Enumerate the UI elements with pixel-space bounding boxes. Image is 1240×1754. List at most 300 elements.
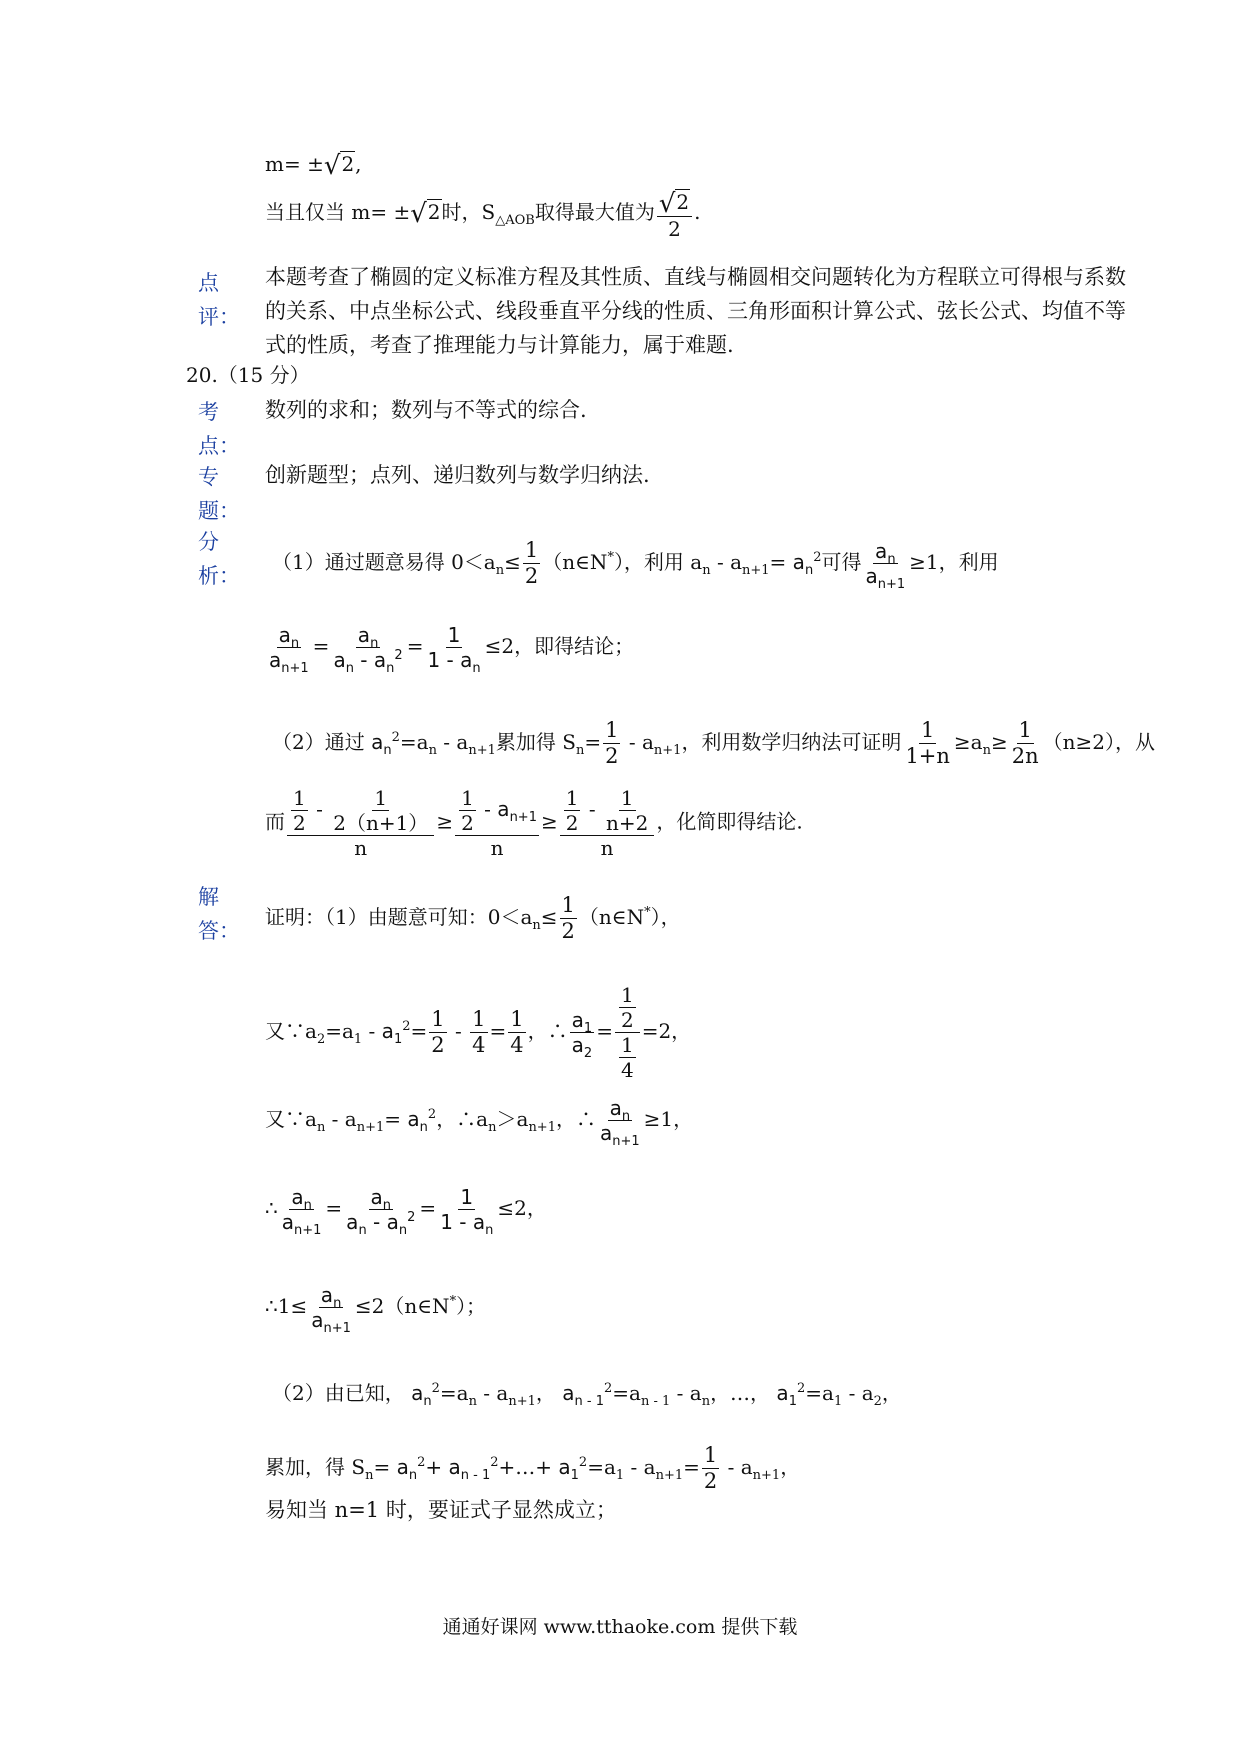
sub-n1: n+1 — [294, 1223, 322, 1238]
quarter-fraction — [508, 1009, 525, 1056]
s3-prefix: 又∵a — [265, 1107, 317, 1131]
sub-n: n — [290, 636, 300, 651]
s1-tail: ）， — [650, 905, 681, 929]
a: a — [357, 623, 371, 647]
sub-n1: n+1 — [356, 1120, 385, 1135]
num: 1 — [472, 1007, 486, 1031]
half-fraction — [291, 788, 308, 833]
a: a — [278, 623, 291, 647]
plus: + — [425, 1455, 443, 1479]
den — [863, 564, 907, 592]
sub-n1: n+1 — [281, 661, 309, 676]
quarter-fraction — [470, 1009, 487, 1056]
sub-n: n — [575, 743, 585, 758]
solution-4 — [265, 1185, 547, 1238]
solution-1 — [265, 895, 681, 942]
sub-n: n — [488, 1120, 497, 1135]
er: 而 — [265, 809, 285, 834]
a2-tail: （n≥2），从 — [1042, 730, 1156, 754]
sub-2: 2 — [873, 1394, 882, 1409]
sub-n: n — [423, 1394, 432, 1409]
diff-fraction — [331, 623, 404, 676]
eq: = — [596, 1019, 613, 1043]
num: 1 — [620, 786, 634, 810]
ratio-fraction — [309, 1283, 353, 1336]
solution-3 — [265, 1096, 694, 1149]
s5-end: ）； — [456, 1294, 487, 1318]
a: a — [291, 1185, 304, 1209]
le2-conc: ≤2，即得结论； — [484, 634, 635, 658]
half-fraction — [619, 985, 636, 1030]
sub-1: 1 — [583, 1021, 593, 1036]
sqrt-arg: 2 — [427, 200, 441, 224]
eq2: =2， — [641, 1019, 692, 1043]
pm-sign: ± — [307, 152, 324, 176]
num: $\frac{1}{2}$ - $a_{n+1}$ — [455, 788, 539, 836]
den: 4 — [620, 1058, 634, 1082]
solution-7 — [265, 1445, 800, 1492]
num — [356, 623, 381, 651]
therefore: ∴ — [547, 1019, 568, 1043]
a: a — [381, 1019, 394, 1043]
analysis-2-line — [272, 720, 1155, 767]
review-label: 点评： — [198, 271, 240, 329]
footer-source: 通通好课网 www.tthaoke.com 提供下载 — [442, 1616, 798, 1638]
a1-prefix: （1）通过题意易得 0＜a — [272, 550, 496, 574]
den: 2 — [565, 811, 579, 835]
num: 1 — [561, 893, 575, 917]
comma: ， — [780, 1455, 801, 1479]
a: a — [396, 1455, 409, 1479]
sub-n: n — [701, 1394, 711, 1409]
den: n — [490, 836, 504, 860]
when-prefix: 当且仅当 m= — [265, 200, 388, 224]
sub-n1: n+1 — [752, 1468, 781, 1483]
eq: = — [769, 550, 787, 574]
comma: ， — [535, 1381, 556, 1405]
half-over-quarter — [615, 985, 640, 1080]
eq: = — [406, 634, 424, 658]
big-fraction-3 — [560, 788, 655, 858]
minus: - a — [622, 730, 654, 754]
minus: - a — [721, 1455, 753, 1479]
solution-8: 易知当 n=1 时，要证式子显然成立； — [265, 1498, 617, 1522]
sub-n: n — [532, 918, 541, 933]
pm-sign: ± — [393, 200, 411, 224]
minus: - a — [476, 1381, 509, 1405]
num — [289, 1185, 314, 1213]
minus: - a — [842, 1381, 874, 1405]
a: a — [776, 1381, 789, 1405]
sub-nm1: n - 1 — [574, 1394, 604, 1409]
inv-fraction — [331, 788, 430, 833]
minus: - a — [325, 1107, 357, 1131]
num: $\frac{1}{2}$ - $\frac{1}{2(n+1)}$ — [287, 788, 434, 836]
ge: ≥ — [990, 730, 1008, 754]
eq-a: =a — [805, 1381, 834, 1405]
eq: = — [683, 1455, 700, 1479]
sub-n: n — [408, 1468, 418, 1483]
num — [319, 1283, 344, 1311]
ratio-fraction — [267, 623, 311, 676]
num: 1 — [1018, 718, 1032, 742]
den — [280, 1210, 324, 1238]
num — [369, 1185, 394, 1213]
num: 1 — [703, 1443, 718, 1467]
le: ≤ — [540, 905, 558, 929]
sub-n: n — [804, 563, 814, 578]
sub-1: 1 — [570, 1468, 579, 1483]
num: 1 — [524, 538, 539, 562]
den — [267, 648, 311, 676]
m-eq: m= — [265, 152, 301, 176]
diff-fraction — [344, 1185, 417, 1238]
ge1: ≥1，利用 — [909, 550, 999, 574]
simplify: ，化简即得结论. — [656, 809, 803, 834]
s7-prefix: 累加，得 S — [265, 1455, 366, 1479]
a: a — [346, 1210, 359, 1234]
max-fraction — [657, 188, 692, 239]
den: 2（n+1） — [333, 811, 429, 835]
sq: 2 — [813, 550, 822, 565]
sq: 2 — [427, 1107, 437, 1122]
s3-tail: ，∴ — [555, 1107, 596, 1131]
ratio-fraction — [280, 1185, 324, 1238]
a: a — [599, 1121, 613, 1145]
num: 1 — [620, 983, 634, 1007]
den: 4 — [510, 1033, 524, 1057]
sub-n1: n+1 — [508, 1394, 536, 1409]
a: a — [411, 1381, 424, 1405]
a: a — [311, 1308, 324, 1332]
s2-eq: =a — [325, 1019, 354, 1043]
a: a — [373, 648, 387, 672]
sub-n: n — [365, 1468, 374, 1483]
den: 2 — [461, 811, 474, 835]
sq: 2 — [402, 1019, 411, 1034]
n-in-n: （n∈N — [578, 905, 645, 929]
a: a — [558, 1455, 571, 1479]
eq-a: =a — [587, 1455, 616, 1479]
sub-1: 1 — [615, 1468, 625, 1483]
sub-n1: n+1 — [612, 1134, 640, 1149]
minus: - a — [436, 730, 469, 754]
den: 1+n — [905, 744, 950, 768]
ge-an: ≥a — [953, 730, 983, 754]
a: a — [333, 648, 346, 672]
sub-2: 2 — [316, 1032, 326, 1047]
period: . — [694, 200, 701, 224]
max-value-line — [265, 188, 701, 239]
sub-1: 1 — [833, 1394, 843, 1409]
den — [615, 1033, 640, 1080]
sub-n1: n+1 — [468, 743, 496, 758]
half-fraction — [459, 788, 476, 833]
a: a — [407, 1107, 420, 1131]
ellipsis: ，…， — [710, 1381, 771, 1405]
solution-6 — [272, 1381, 902, 1409]
zhuanti-label: 专题： — [198, 465, 240, 523]
eq: = — [384, 1107, 402, 1131]
star: * — [607, 550, 614, 565]
analysis-2-cont — [265, 788, 803, 858]
num — [873, 539, 898, 567]
sq: 2 — [391, 730, 400, 745]
a2-mid: =a — [399, 730, 429, 754]
a: a — [792, 550, 805, 574]
a1-a2-fraction — [570, 1008, 595, 1061]
a1-mid2: 可得 — [821, 550, 862, 574]
one-minus: 1 - a — [427, 648, 473, 672]
sub-n1: n+1 — [509, 810, 537, 825]
den — [598, 1121, 642, 1149]
den: 2 — [293, 811, 306, 835]
minus: - a — [624, 1455, 656, 1479]
sub-n: n — [398, 1223, 408, 1238]
m-value-line — [265, 150, 362, 181]
num — [277, 623, 302, 651]
sub-n: n — [702, 563, 711, 578]
sq: 2 — [796, 1381, 806, 1396]
a: a — [571, 1033, 584, 1057]
eq-a: =a — [612, 1381, 641, 1405]
den: 2 — [561, 919, 575, 943]
when-suffix: 取得最大值为 — [534, 200, 655, 224]
num: 1 — [293, 786, 306, 810]
max-den: 2 — [668, 217, 681, 241]
one-over-fraction — [438, 1185, 495, 1238]
sqrt-icon: √ — [658, 189, 676, 219]
sub-n1: n+1 — [323, 1321, 351, 1336]
q20-header: 20.（15 分） — [186, 363, 310, 387]
sub-1: 1 — [353, 1032, 363, 1047]
le2c: ≤2， — [497, 1196, 547, 1220]
den — [438, 1210, 495, 1238]
review-text: 本题考查了椭圆的定义标准方程及其性质、直线与椭圆相交问题转化为方程联立可得根与系数的关系、中点坐标公式、线段垂直平分线的性质、三角形面积计算公式、弦长公式、均值不等式的性质，考查了推理能力与计算能力，属于难题. — [265, 265, 1126, 357]
a: a — [448, 1455, 461, 1479]
sub-n: n — [333, 1296, 342, 1311]
s5-tail: ≤2（n∈N — [354, 1294, 450, 1318]
s3-mid: ，∴a — [436, 1107, 489, 1131]
sub-n1: n+1 — [528, 1120, 556, 1135]
eq: = — [489, 1019, 507, 1043]
sq: 2 — [394, 648, 403, 663]
a: a — [386, 1210, 399, 1234]
a: a — [571, 1008, 584, 1032]
n-in-n: （n∈N — [542, 550, 608, 574]
sub-n: n — [383, 743, 392, 758]
sub-n: n — [358, 1223, 367, 1238]
sub-n: n — [316, 1120, 326, 1135]
den: 4 — [472, 1033, 486, 1057]
num — [615, 985, 640, 1033]
den: 2 — [605, 744, 619, 768]
a: a — [370, 1185, 383, 1209]
a2-mid6: ，利用数学归纳法可证明 — [681, 730, 902, 754]
sub-n: n — [621, 1109, 631, 1124]
fenxi-label: 分析： — [198, 530, 240, 588]
inv-2n-fraction — [1010, 720, 1041, 767]
den: 2 — [703, 1469, 718, 1493]
max-num: 2 — [676, 190, 690, 214]
den — [425, 648, 482, 676]
num: 1 — [461, 786, 474, 810]
half-fraction — [603, 720, 620, 767]
sq: 2 — [407, 1210, 416, 1225]
ge1: ≥1， — [643, 1107, 694, 1131]
therefore: ∴ — [265, 1196, 278, 1220]
sub-1: 1 — [393, 1032, 403, 1047]
s1: 证明：（1）由题意可知：0＜a — [265, 905, 533, 929]
minus: - — [362, 1019, 382, 1043]
den: n+2 — [605, 811, 649, 835]
num: 1 — [374, 786, 388, 810]
sub-n1: n+1 — [877, 577, 906, 592]
num: 1 — [565, 786, 579, 810]
den: n — [354, 836, 368, 860]
sub-n1: n+1 — [742, 563, 770, 578]
inv-1n-fraction — [903, 720, 951, 767]
num: 1 — [510, 1007, 524, 1031]
a: a — [371, 730, 384, 754]
den: $a_n - a_n^2$ — [333, 648, 403, 676]
den — [309, 1308, 353, 1336]
sub-n: n — [472, 661, 481, 676]
big-fraction-1 — [287, 788, 434, 858]
sq: 2 — [417, 1455, 426, 1470]
eq: = — [584, 730, 602, 754]
eq: = — [419, 1196, 437, 1220]
sub-n: n — [345, 661, 354, 676]
a: a — [865, 564, 878, 588]
sub-n: n — [887, 552, 896, 567]
eq-a: =a — [439, 1381, 469, 1405]
sub-n1: n+1 — [655, 1468, 684, 1483]
num: 1 — [447, 623, 461, 647]
sub-n: n — [382, 1198, 392, 1213]
den: $a_n - a_n^2$ — [346, 1210, 416, 1238]
den: n — [600, 836, 614, 860]
den — [570, 1033, 595, 1061]
sqrt-icon: √ — [323, 151, 341, 181]
comma: , — [355, 152, 362, 176]
sqrt-arg: 2 — [341, 152, 355, 176]
big-fraction-2 — [455, 788, 539, 858]
star: * — [644, 905, 651, 920]
eq: = — [373, 1455, 391, 1479]
ratio-fraction — [863, 539, 907, 592]
gt: ＞a — [496, 1107, 529, 1131]
ge: ≥ — [436, 809, 454, 834]
num: 1 — [460, 1185, 474, 1209]
half-fraction — [702, 1445, 719, 1492]
sq: 2 — [578, 1455, 588, 1470]
a2-mid3: 累加得 S — [495, 730, 576, 754]
sub-n: n — [495, 563, 505, 578]
a2-prefix: （2）通过 — [272, 730, 365, 754]
s-sub: △AOB — [495, 213, 535, 228]
sub-n: n — [485, 1223, 494, 1238]
sq: 2 — [431, 1381, 440, 1396]
a1-mid: ），利用 a — [613, 550, 703, 574]
dots: +…+ — [498, 1455, 553, 1479]
half-fraction — [429, 1009, 446, 1056]
a: a — [875, 539, 888, 563]
num: 1 — [431, 1007, 445, 1031]
sub-n: n — [982, 743, 991, 758]
star: * — [449, 1294, 457, 1309]
solution-2: 又$\because a_2=a_1 - a_1^2=$ $\frac{1}{2}$ - $\frac{1}{4}$ = $\frac{1}{4}$ ，∴ $\frac{a_1}{a_2}$ = $\frac{\frac{1}{2}}{\frac{1}{4}}$ =2， — [265, 983, 692, 1082]
a: a — [269, 648, 282, 672]
a: a — [562, 1381, 575, 1405]
sub-nm1: n - 1 — [460, 1468, 491, 1483]
jieda-label: 解答： — [198, 885, 240, 943]
a: a — [320, 1283, 334, 1307]
sub-n: n — [303, 1198, 312, 1213]
analysis-1-cont — [265, 623, 635, 676]
a: a — [497, 797, 510, 821]
minus: - a — [670, 1381, 702, 1405]
sub-2: 2 — [583, 1046, 593, 1061]
zhuanti-text: 创新题型；点列、递归数列与数学归纳法. — [265, 463, 650, 487]
when-mid: 时，S — [441, 200, 496, 224]
den: 2n — [1011, 744, 1039, 768]
quarter-fraction — [619, 1035, 636, 1080]
one-minus: 1 - a — [440, 1210, 486, 1234]
num: 1 — [605, 718, 619, 742]
num: 1 — [620, 1033, 634, 1057]
sq: 2 — [490, 1455, 499, 1470]
num — [570, 1008, 595, 1036]
num: $\frac{1}{2}$ - $\frac{1}{n+2}$ — [560, 788, 655, 836]
sub-n: n — [386, 661, 395, 676]
sq: 2 — [604, 1381, 613, 1396]
half-fraction — [523, 540, 540, 587]
eq: = — [410, 1019, 428, 1043]
sub-n: n — [370, 636, 379, 651]
minus: - a — [710, 550, 742, 574]
s2-prefix: 又∵a — [265, 1019, 317, 1043]
ge: ≥ — [540, 809, 558, 834]
num — [608, 1096, 633, 1124]
sub-nm1: n - 1 — [640, 1394, 671, 1409]
s6-prefix: （2）由已知， — [272, 1381, 405, 1405]
one-over-fraction — [425, 623, 482, 676]
den: 2 — [431, 1033, 445, 1057]
half-fraction — [560, 895, 577, 942]
a: a — [609, 1096, 622, 1120]
sub-n: n — [428, 743, 437, 758]
den: 2 — [524, 564, 539, 588]
solution-5 — [265, 1283, 487, 1336]
half-fraction — [564, 788, 581, 833]
sub-n: n — [419, 1120, 428, 1135]
kaodian-text: 数列的求和；数列与不等式的综合. — [265, 398, 587, 422]
kaodian-label: 考点： — [198, 400, 240, 458]
comma: ， — [881, 1381, 902, 1405]
sub-n1: n+1 — [653, 743, 682, 758]
sub-n: n — [468, 1394, 477, 1409]
den: 2 — [620, 1008, 634, 1032]
le: ≤ — [504, 550, 521, 574]
a: a — [281, 1210, 294, 1234]
sub-1: 1 — [788, 1394, 797, 1409]
eq: = — [325, 1196, 343, 1220]
s5-prefix: ∴1≤ — [265, 1294, 308, 1318]
analysis-1-line — [272, 538, 999, 592]
eq: = — [312, 634, 330, 658]
inv-fraction — [604, 788, 650, 833]
